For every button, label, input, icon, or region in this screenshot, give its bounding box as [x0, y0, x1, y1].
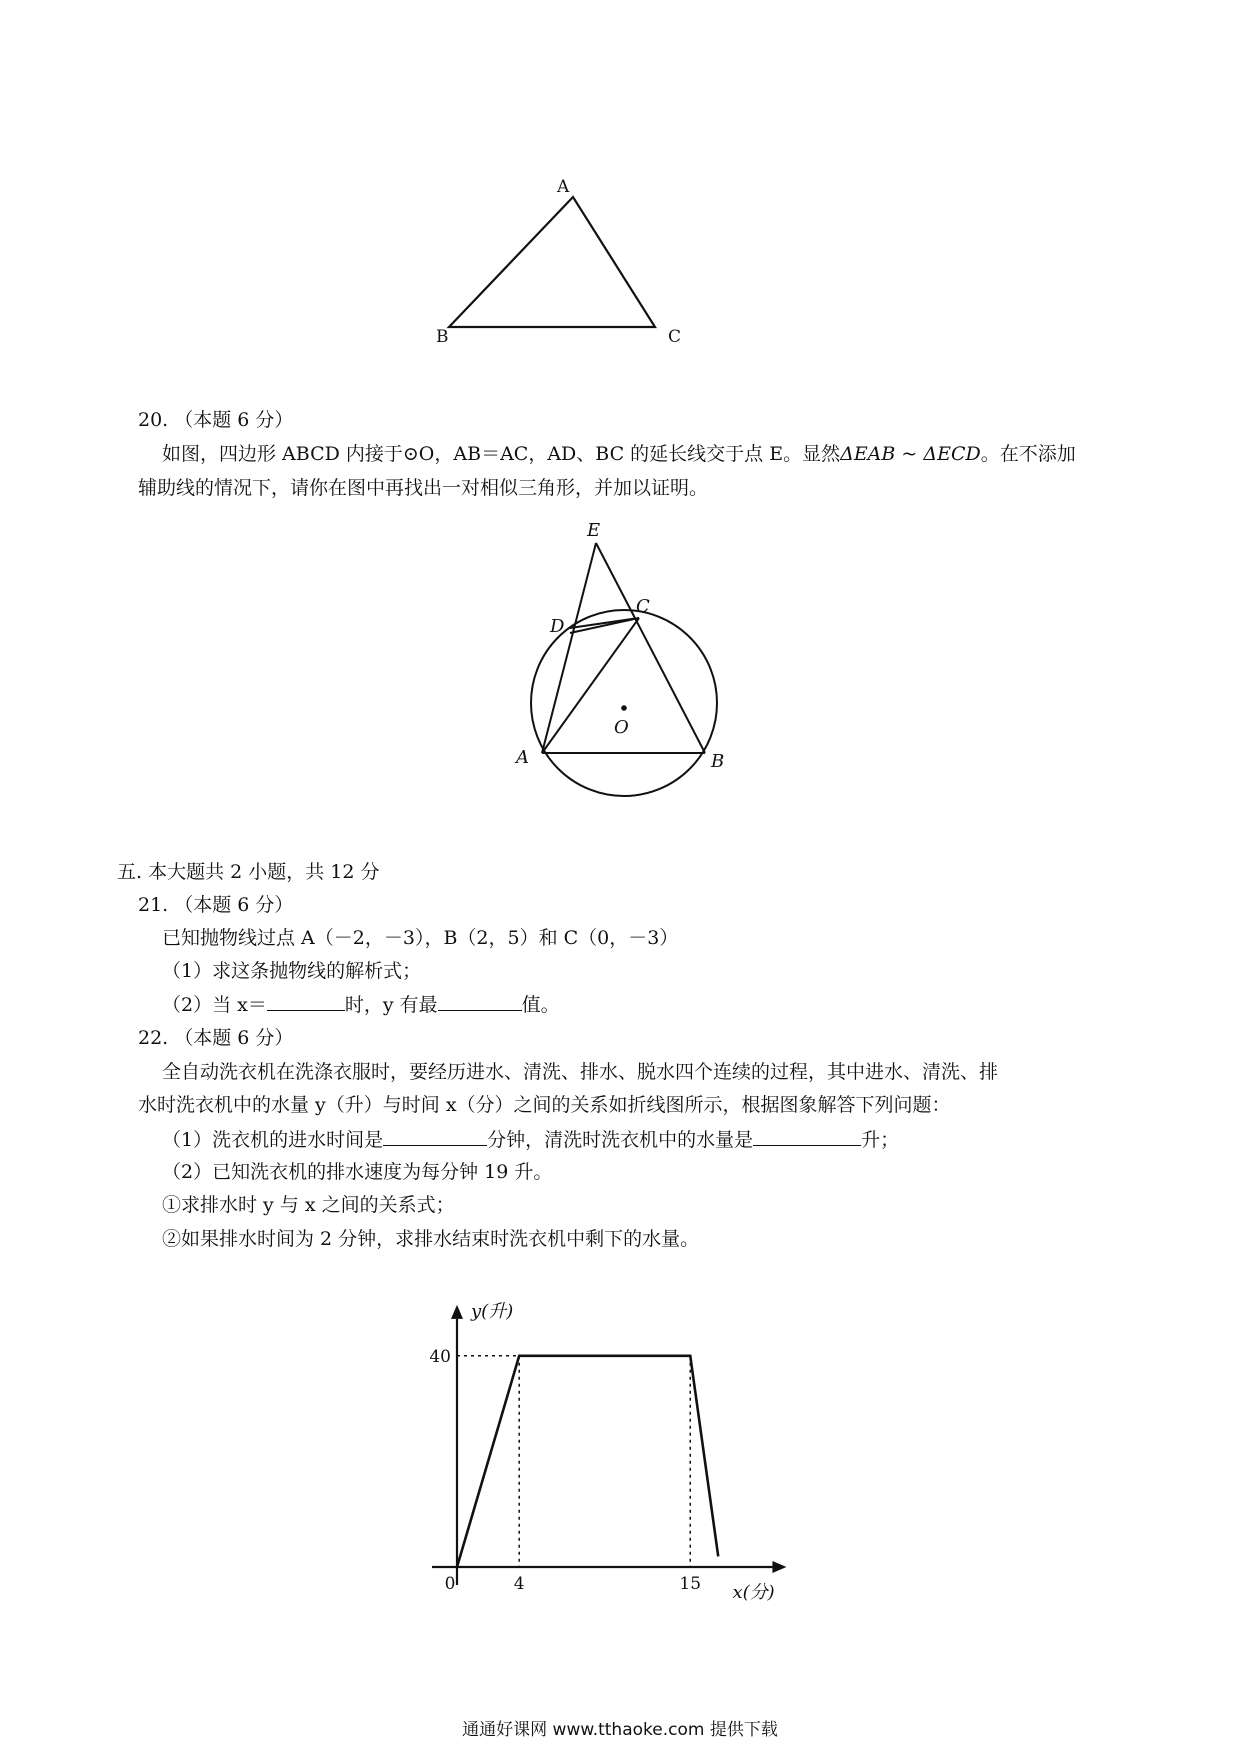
q21-part2-c: 值。 — [521, 994, 560, 1016]
q21-header: 21. （本题 6 分） — [138, 894, 294, 916]
water-volume-line — [457, 1356, 718, 1567]
q22-stem2: 水时洗衣机中的水量 y（升）与时间 x（分）之间的关系如折线图所示，根据图象解答下列问题： — [138, 1094, 951, 1116]
origin-label: 0 — [444, 1574, 456, 1594]
label-b: B — [436, 327, 449, 347]
chart-labels — [429, 1301, 774, 1603]
q22-stem1: 全自动洗衣机在洗涤衣服时，要经历进水、清洗、排水、脱水四个连续的过程，其中进水、清洗、排 — [162, 1061, 999, 1083]
x-axis-label: x(分) — [732, 1582, 775, 1603]
label-c: C — [668, 327, 682, 347]
q21-part2-b: 时，y 有最 — [344, 994, 438, 1016]
x-axis-arrow — [772, 1561, 786, 1573]
label-a: A — [557, 177, 570, 197]
q22-sub1: ①求排水时 y 与 x 之间的关系式； — [162, 1194, 455, 1216]
q22-header: 22. （本题 6 分） — [138, 1027, 294, 1049]
label-c2: C — [636, 596, 650, 617]
q22-sub2: ②如果排水时间为 2 分钟，求排水结束时洗衣机中剩下的水量。 — [162, 1228, 700, 1250]
y-axis-label: y(升) — [471, 1300, 514, 1322]
q20-line2: 辅助线的情况下，请你在图中再找出一对相似三角形，并加以证明。 — [138, 477, 709, 499]
y-tick-label-40: 40 — [429, 1346, 451, 1367]
q21-stem: 已知抛物线过点 A（－2，－3），B（2，5）和 C（0，－3） — [162, 927, 679, 949]
label-o: O — [614, 717, 629, 738]
label-d: D — [550, 616, 565, 637]
q22-part1-c: 升； — [861, 1129, 900, 1151]
q22-part2: （2）已知洗衣机的排水速度为每分钟 19 升。 — [162, 1161, 553, 1183]
q20-line1-prefix: 如图，四边形 ABCD 内接于⊙O，AB＝AC，AD、BC 的延长线交于点 E。显然 — [162, 443, 841, 465]
label-b2: B — [711, 751, 725, 772]
q21-part2-a: （2）当 x＝ — [162, 994, 267, 1016]
label-a2: A — [516, 747, 529, 768]
x-tick-label-4: 4 — [513, 1574, 525, 1594]
chart-axes — [432, 1305, 786, 1585]
section5-title: 五. 本大题共 2 小题，共 12 分 — [117, 861, 380, 883]
q20-similar-math: ΔEAB ~ ΔECD — [840, 443, 981, 465]
label-e: E — [587, 520, 601, 541]
q20-line1-suffix: 。在不添加 — [980, 443, 1076, 465]
footer-source: 通通好课网 www.tthaoke.com 提供下载 — [462, 1720, 778, 1740]
x-tick-label-15: 15 — [679, 1574, 702, 1594]
q20-header: 20. （本题 6 分） — [138, 409, 294, 431]
chart-series — [457, 1356, 718, 1567]
y-axis-arrow — [451, 1305, 463, 1319]
q21-part1: （1）求这条抛物线的解析式； — [162, 960, 422, 982]
q22-part1-b: 分钟，清洗时洗衣机中的水量是 — [487, 1129, 754, 1151]
chart-guides — [457, 1356, 690, 1567]
q22-part1-a: （1）洗衣机的进水时间是 — [162, 1129, 384, 1151]
